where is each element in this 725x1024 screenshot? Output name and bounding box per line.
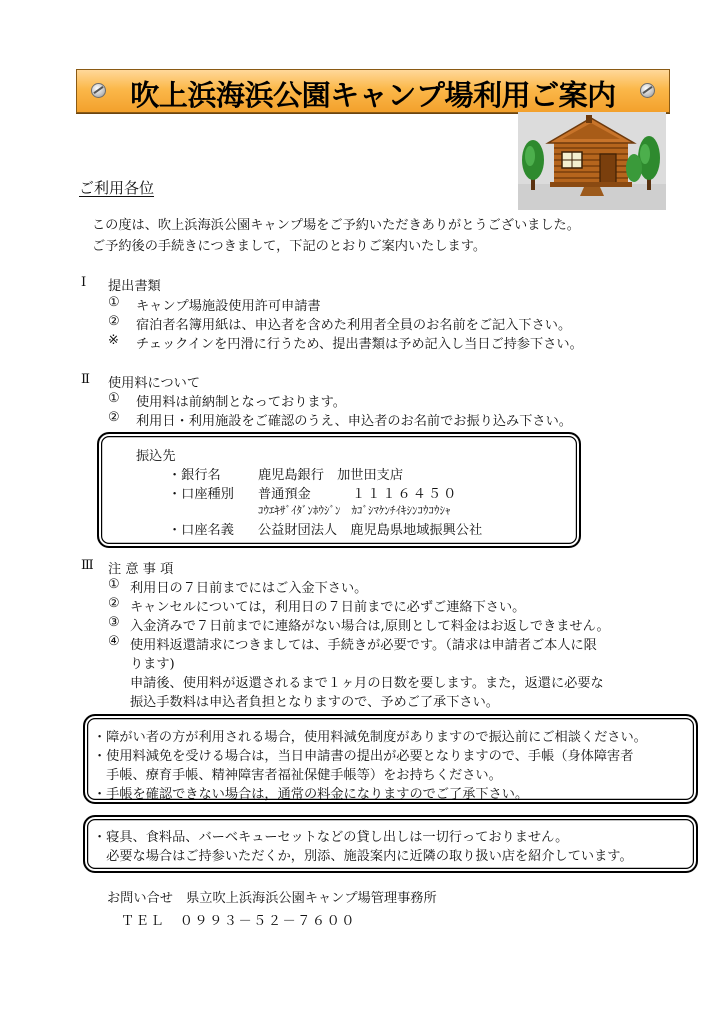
account-type-value: 普通預金 (258, 487, 311, 502)
title-banner (76, 69, 670, 113)
section3-item-mark: ② (108, 596, 120, 611)
section3-note-line-1: 申請後、使用料が返還されるまで１ヶ月の日数を要します。また，返還に必要な (130, 676, 604, 691)
log-cabin-illustration (518, 112, 666, 210)
section2-item: 利用日・利用施設をご確認のうえ、申込者のお名前でお振り込み下さい。 (136, 414, 572, 429)
rental-line: ・寝具、食料品、バーベキューセットなどの貸し出しは一切行っておりません。 (93, 830, 569, 845)
notice-line: ・手帳を確認できない場合は，通常の料金になりますのでご了承下さい。 (93, 787, 529, 802)
account-number: １１１６４５０ (352, 487, 459, 502)
section3-item: 使用料返還請求につきましては、手続きが必要です。（請求は申請者ご本人に限 (130, 638, 597, 653)
section3-item: 入金済みで７日前までに連絡がない場合は,原則として料金はお返しできません。 (130, 619, 610, 634)
account-holder-value: 公益財団法人 鹿児島県地域振興公社 (258, 523, 483, 538)
notice-line: 手帳、療育手帳、精神障害者福祉保健手帳等）をお持ちください。 (93, 768, 502, 783)
section1-item-mark: ※ (108, 333, 120, 348)
section1-item-mark: ② (108, 314, 120, 329)
section1-item: 宿泊者名簿用紙は、申込者を含めた利用者全員のお名前をご記入下さい。 (136, 318, 572, 333)
greeting: ご利用各位 (79, 179, 155, 197)
section3-item: キャンセルについては，利用日の７日前までに必ずご連絡下さい。 (130, 600, 526, 615)
section3-item-continued: ります) (130, 657, 175, 672)
section1-number: Ⅰ (81, 275, 87, 290)
account-type-label: ・口座種別 (168, 487, 234, 502)
contact-tel: ＴＥＬ ０９９３－５２－７６００ (121, 914, 356, 929)
section2-title: 使用料について (108, 376, 201, 391)
section2-item-mark: ① (108, 391, 120, 406)
intro-line-2: ご予約後の手続きにつきまして，下記のとおりご案内いたします。 (92, 239, 487, 254)
section1-item: チェックインを円滑に行うため、提出書類は予め記入し当日ご持参下さい。 (136, 337, 583, 352)
bank-name-value: 鹿児島銀行 加世田支店 (258, 468, 404, 483)
section1-item-mark: ① (108, 295, 120, 310)
contact-office: お問い合せ 県立吹上浜海浜公園キャンプ場管理事務所 (107, 891, 437, 906)
section3-number: Ⅲ (81, 558, 94, 573)
account-holder-label: ・口座名義 (168, 523, 234, 538)
bank-name-label: ・銀行名 (168, 468, 221, 483)
section3-item-mark: ③ (108, 615, 120, 630)
section2-number: Ⅱ (81, 372, 90, 387)
section1-item: キャンプ場施設使用許可申請書 (136, 299, 321, 314)
screw-icon (640, 83, 655, 98)
bank-heading: 振込先 (136, 449, 176, 464)
section3-item: 利用日の７日前までにはご入金下さい。 (130, 581, 368, 596)
page-title: 吹上浜海浜公園キャンプ場利用ご案内 (130, 79, 616, 112)
account-kana: ｺｳｴｷｻﾞｲﾀﾞﾝﾎｳｼﾞﾝ ｶｺﾞｼﾏｹﾝﾁｲｷｼﾝｺｳｺｳｼｬ (258, 504, 451, 517)
section3-item-mark: ① (108, 577, 120, 592)
intro-line-1: この度は、吹上浜海浜公園キャンプ場をご予約いただきありがとうございました。 (92, 218, 580, 233)
section2-item: 使用料は前納制となっております。 (136, 395, 346, 410)
section3-title: 注 意 事 項 (108, 562, 174, 577)
section1-title: 提出書類 (108, 279, 161, 294)
section2-item-mark: ② (108, 410, 120, 425)
section3-item-mark: ④ (108, 634, 120, 649)
section3-note-line-2: 振込手数料は申込者負担となりますので、予めご了承下さい。 (130, 695, 499, 710)
rental-line: 必要な場合はご持参いただくか，別添、施設案内に近隣の取り扱い店を紹介しています。 (93, 849, 633, 864)
notice-line: ・障がい者の方が利用される場合，使用料減免制度がありますので振込前にご相談ください。 (93, 730, 647, 745)
notice-line: ・使用料減免を受ける場合は，当日申請書の提出が必要となりますので、手帳（身体障害者 (93, 749, 634, 764)
